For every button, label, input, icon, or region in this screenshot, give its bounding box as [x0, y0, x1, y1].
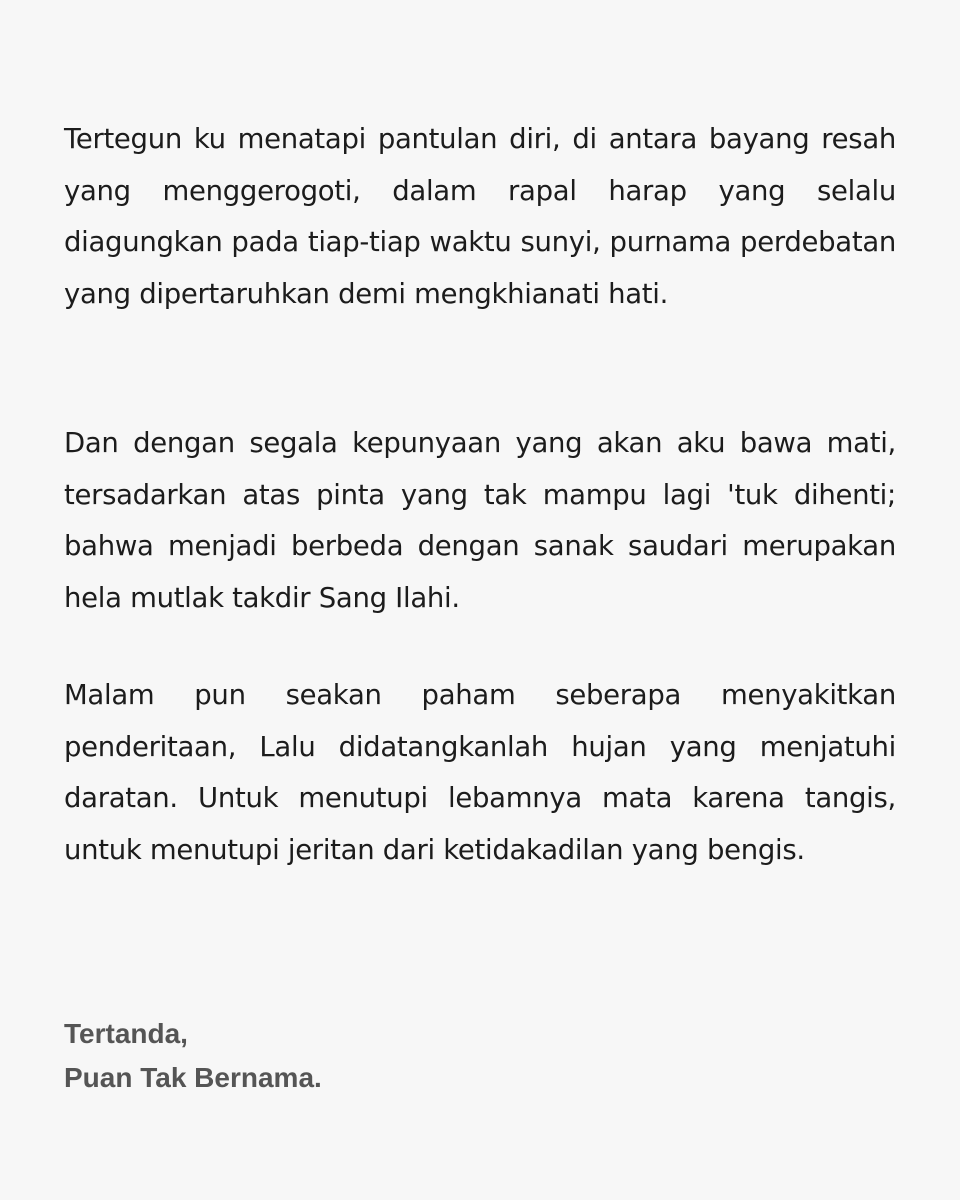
signature-closing: Tertanda,: [64, 1018, 188, 1049]
signature-name: Puan Tak Bernama.: [64, 1062, 322, 1093]
paragraph-1: Tertegun ku menatapi pantulan diri, di antara bayang resah yang menggerogoti, dalam rapal harap yang selalu diagungkan pada tiap-tiap waktu sunyi, purnama perdebatan yang dipertaruhkan demi mengkhianati hati.: [64, 123, 896, 310]
paragraph-2: Dan dengan segala kepunyaan yang akan aku bawa mati, tersadarkan atas pinta yang tak mampu lagi 'tuk dihenti; bahwa menjadi berbeda dengan sanak saudari merupakan hela mutlak takdir Sang Ilahi.: [64, 427, 896, 614]
paragraph-3: Malam pun seakan paham seberapa menyakitkan penderitaan, Lalu didatangkanlah hujan yang menjatuhi daratan. Untuk menutupi lebamnya mata karena tangis, untuk menutupi jeritan dari ketidakadilan yang bengis.: [64, 679, 896, 866]
document-page: [64, 0, 896, 1200]
signature-block: [64, 1012, 896, 1100]
